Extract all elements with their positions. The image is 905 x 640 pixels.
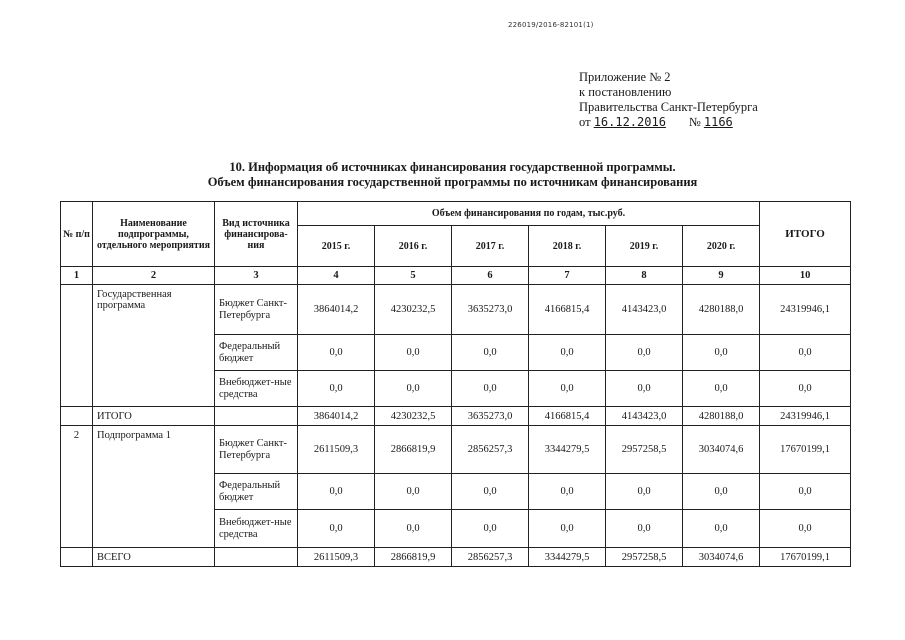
year-header: 2020 г.	[683, 226, 760, 267]
col-source-header: Вид источника финансирова-ния	[215, 202, 298, 267]
value-cell: 4166815,4	[529, 285, 606, 335]
value-cell: 2856257,3	[452, 426, 529, 474]
index-row	[61, 267, 851, 285]
source-label: Бюджет Санкт-Петербурга	[215, 285, 298, 335]
value-cell: 2957258,5	[606, 548, 683, 567]
value-cell: 4166815,4	[529, 407, 606, 426]
row-number	[61, 407, 93, 426]
value-cell: 3864014,2	[298, 285, 375, 335]
value-cell: 3635273,0	[452, 285, 529, 335]
source-label	[215, 407, 298, 426]
section-subtitle: Объем финансирования государственной программы по источникам финансирования	[207, 175, 698, 189]
value-cell: 2611509,3	[298, 426, 375, 474]
number-sign: №	[688, 115, 701, 129]
value-cell: 0,0	[606, 335, 683, 371]
year-header: 2017 г.	[452, 226, 529, 267]
total-cell: 0,0	[760, 371, 851, 407]
year-header: 2019 г.	[606, 226, 683, 267]
program-name: Государственная программа	[93, 285, 215, 407]
col-name-header: Наименование подпрограммы, отдельного мероприятия	[93, 202, 215, 267]
section-title: 10. Информация об источниках финансирования государственной программы.	[229, 160, 676, 174]
value-cell: 0,0	[375, 371, 452, 407]
col-total-header: ИТОГО	[760, 202, 851, 267]
value-cell: 0,0	[683, 371, 760, 407]
value-cell: 0,0	[298, 335, 375, 371]
appendix-line-3: Правительства Санкт-Петербурга	[579, 100, 758, 114]
value-cell: 0,0	[375, 474, 452, 510]
value-cell: 0,0	[452, 371, 529, 407]
value-cell: 3635273,0	[452, 407, 529, 426]
index-cell: 3	[215, 267, 298, 285]
value-cell: 0,0	[452, 474, 529, 510]
value-cell: 3034074,6	[683, 426, 760, 474]
table-row	[61, 285, 851, 335]
index-cell: 10	[760, 267, 851, 285]
date-prefix: от	[579, 115, 591, 129]
total-cell: 0,0	[760, 474, 851, 510]
value-cell: 4143423,0	[606, 407, 683, 426]
value-cell: 0,0	[529, 371, 606, 407]
value-cell: 0,0	[529, 335, 606, 371]
resolution-number: 1166	[703, 115, 733, 129]
program-name: Подпрограмма 1	[93, 426, 215, 548]
value-cell: 2856257,3	[452, 548, 529, 567]
value-cell: 3864014,2	[298, 407, 375, 426]
row-number	[61, 285, 93, 407]
total-cell: 0,0	[760, 510, 851, 548]
value-cell: 3034074,6	[683, 548, 760, 567]
index-cell: 4	[298, 267, 375, 285]
value-cell: 0,0	[298, 474, 375, 510]
financing-table	[60, 201, 851, 567]
value-cell: 3344279,5	[529, 548, 606, 567]
value-cell: 0,0	[375, 510, 452, 548]
source-label: Федеральный бюджет	[215, 474, 298, 510]
appendix-block	[579, 70, 768, 130]
appendix-line-1: Приложение № 2	[579, 70, 671, 84]
table-row	[61, 426, 851, 474]
value-cell: 0,0	[683, 510, 760, 548]
value-cell: 2611509,3	[298, 548, 375, 567]
index-cell: 2	[93, 267, 215, 285]
value-cell: 0,0	[606, 474, 683, 510]
total-label: ВСЕГО	[93, 548, 215, 567]
total-row	[61, 407, 851, 426]
source-label: Внебюджет-ные средства	[215, 510, 298, 548]
total-row	[61, 548, 851, 567]
row-number	[61, 548, 93, 567]
index-cell: 7	[529, 267, 606, 285]
index-cell: 9	[683, 267, 760, 285]
value-cell: 2957258,5	[606, 426, 683, 474]
index-cell: 5	[375, 267, 452, 285]
value-cell: 4143423,0	[606, 285, 683, 335]
value-cell: 4280188,0	[683, 407, 760, 426]
row-number: 2	[61, 426, 93, 548]
value-cell: 0,0	[452, 335, 529, 371]
value-cell: 0,0	[452, 510, 529, 548]
appendix-date-line	[579, 115, 768, 130]
value-cell: 0,0	[606, 371, 683, 407]
section-titles	[0, 160, 905, 190]
total-cell: 17670199,1	[760, 548, 851, 567]
value-cell: 2866819,9	[375, 548, 452, 567]
source-label: Бюджет Санкт-Петербурга	[215, 426, 298, 474]
total-cell: 0,0	[760, 335, 851, 371]
value-cell: 0,0	[529, 474, 606, 510]
total-label: ИТОГО	[93, 407, 215, 426]
year-header: 2018 г.	[529, 226, 606, 267]
source-label: Внебюджет-ные средства	[215, 371, 298, 407]
header-row-1	[61, 202, 851, 226]
value-cell: 0,0	[375, 335, 452, 371]
source-label	[215, 548, 298, 567]
value-cell: 4280188,0	[683, 285, 760, 335]
source-label: Федеральный бюджет	[215, 335, 298, 371]
total-cell: 24319946,1	[760, 285, 851, 335]
index-cell: 8	[606, 267, 683, 285]
resolution-date: 16.12.2016	[593, 115, 666, 129]
value-cell: 0,0	[683, 474, 760, 510]
value-cell: 2866819,9	[375, 426, 452, 474]
value-cell: 3344279,5	[529, 426, 606, 474]
year-header: 2016 г.	[375, 226, 452, 267]
year-header: 2015 г.	[298, 226, 375, 267]
value-cell: 4230232,5	[375, 285, 452, 335]
value-cell: 4230232,5	[375, 407, 452, 426]
index-cell: 1	[61, 267, 93, 285]
value-cell: 0,0	[298, 371, 375, 407]
total-cell: 17670199,1	[760, 426, 851, 474]
value-cell: 0,0	[529, 510, 606, 548]
index-cell: 6	[452, 267, 529, 285]
col-num-header: № п/п	[61, 202, 93, 267]
total-cell: 24319946,1	[760, 407, 851, 426]
col-group-header: Объем финансирования по годам, тыс.руб.	[298, 202, 760, 226]
document-code: 226019/2016-82101(1)	[508, 21, 594, 29]
value-cell: 0,0	[298, 510, 375, 548]
value-cell: 0,0	[683, 335, 760, 371]
appendix-line-2: к постановлению	[579, 85, 672, 99]
value-cell: 0,0	[606, 510, 683, 548]
